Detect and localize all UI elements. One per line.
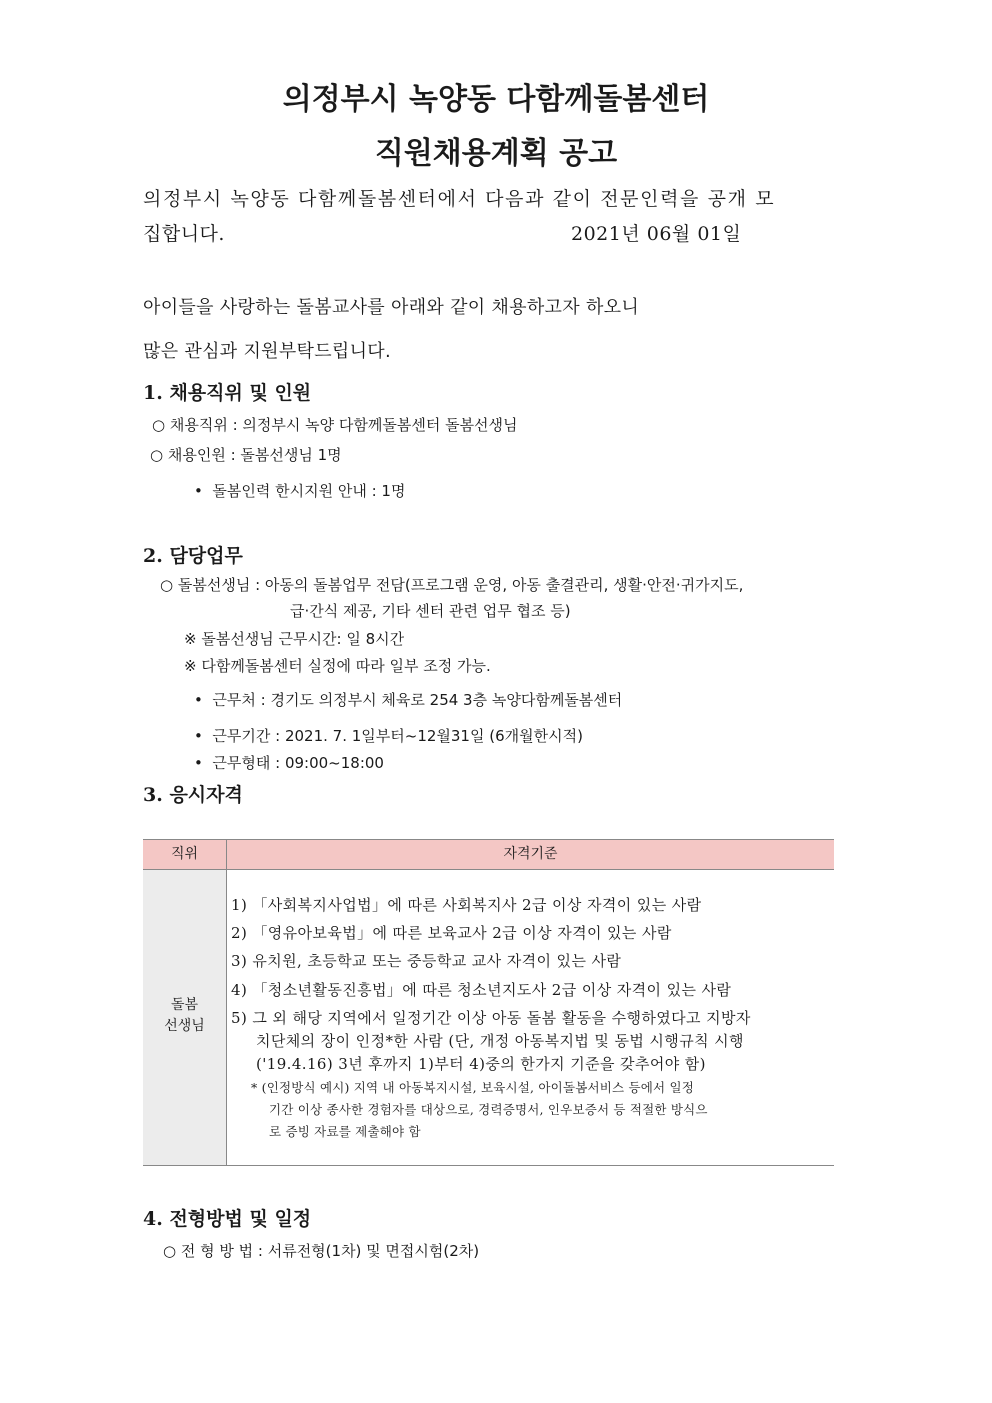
work-hours-note: ※ 돌봄선생님 근무시간: 일 8시간 [184, 630, 405, 648]
bullet-text: 돌봄인력 한시지원 안내 : 1명 [212, 482, 406, 500]
criteria-note-1: * (인정방식 예시) 지역 내 아동복지시설, 보육시설, 아이돌봄서비스 등에서 일정 [251, 1080, 695, 1095]
message-line-2: 많은 관심과 지원부탁드립니다. [143, 341, 392, 362]
header-position: 직위 [170, 846, 199, 862]
criteria-2: 2) 「영유아보육법」에 따른 보육교사 2급 이상 자격이 있는 사람 [231, 924, 672, 942]
column-divider [226, 840, 227, 1165]
criteria-4: 4) 「청소년활동진흥법」에 따른 청소년지도사 2급 이상 자격이 있는 사람 [231, 981, 732, 999]
notice-date: 2021년 06월 01일 [571, 223, 742, 245]
qualification-table [143, 839, 834, 1166]
section-1-item-2: ○ 채용인원 : 돌봄선생님 1명 [150, 446, 342, 464]
criteria-3: 3) 유치원, 초등학교 또는 중등학교 교사 자격이 있는 사람 [231, 952, 622, 970]
bullet-icon: • [194, 754, 213, 772]
position-line-1: 돌봄 [170, 997, 199, 1013]
intro-line-1: 의정부시 녹양동 다함께돌봄센터에서 다음과 같이 전문인력을 공개 모 [143, 188, 776, 210]
section-4-heading: 4. 전형방법 및 일정 [143, 1208, 312, 1230]
criteria-note-3: 로 증빙 자료를 제출해야 함 [269, 1124, 421, 1139]
bullet-text: 근무처 : 경기도 의정부시 체육로 254 3층 녹양다함께돌봄센터 [212, 691, 623, 709]
table-header-row [143, 840, 834, 870]
bullet-text: 근무형태 : 09:00~18:00 [212, 754, 384, 772]
section-1-item-1: ○ 채용직위 : 의정부시 녹양 다함께돌봄센터 돌봄선생님 [152, 416, 518, 434]
criteria-note-2: 기간 이상 종사한 경험자를 대상으로, 경력증명서, 인우보증서 등 적절한 방식으 [269, 1102, 708, 1117]
bullet-icon: • [194, 691, 213, 709]
section-1-bullet [194, 480, 405, 501]
bullet-icon: • [194, 727, 213, 745]
message-line-1: 아이들을 사랑하는 돌봄교사를 아래와 같이 채용하고자 하오니 [143, 297, 640, 318]
position-line-2: 선생님 [164, 1018, 205, 1034]
position-label [143, 995, 226, 1037]
workplace-bullet [194, 689, 622, 710]
bullet-text: 근무기간 : 2021. 7. 1일부터~12월31일 (6개월한시적) [212, 727, 583, 745]
header-criteria: 자격기준 [503, 846, 558, 862]
criteria-5: 5) 그 외 해당 지역에서 일정기간 이상 아동 돌봄 활동을 수행하였다고 지방자 [231, 1009, 751, 1027]
section-3-heading: 3. 응시자격 [143, 784, 243, 806]
duty-line-1: ○ 돌봄선생님 : 아동의 돌봄업무 전담(프로그램 운영, 아동 출결관리, 생활·안전·귀가지도, [160, 576, 744, 594]
criteria-5-cont-1: 치단체의 장이 인정*한 사람 (단, 개정 아동복지법 및 동법 시행규칙 시행 [256, 1032, 744, 1050]
criteria-1: 1) 「사회복지사업법」에 따른 사회복지사 2급 이상 자격이 있는 사람 [231, 896, 702, 914]
position-cell [143, 870, 226, 1165]
intro-line-2: 집합니다. [143, 223, 225, 245]
page-subtitle: 직원채용계획 공고 [374, 136, 618, 171]
adjustment-note: ※ 다함께돌봄센터 실정에 따라 일부 조정 가능. [184, 657, 491, 675]
duty-line-2: 급·간식 제공, 기타 센터 관련 업무 협조 등) [290, 602, 571, 620]
page-title: 의정부시 녹양동 다함께돌봄센터 [282, 82, 710, 117]
bullet-icon: • [194, 482, 213, 500]
selection-method: ○ 전 형 방 법 : 서류전형(1차) 및 면접시험(2차) [163, 1242, 480, 1260]
section-2-heading: 2. 담당업무 [143, 545, 243, 567]
criteria-5-cont-2: ('19.4.16) 3년 후까지 1)부터 4)중의 한가지 기준을 갖추어야 함) [256, 1055, 706, 1073]
work-period-bullet [194, 725, 583, 746]
work-type-bullet [194, 752, 384, 773]
section-1-heading: 1. 채용직위 및 인원 [143, 382, 312, 404]
